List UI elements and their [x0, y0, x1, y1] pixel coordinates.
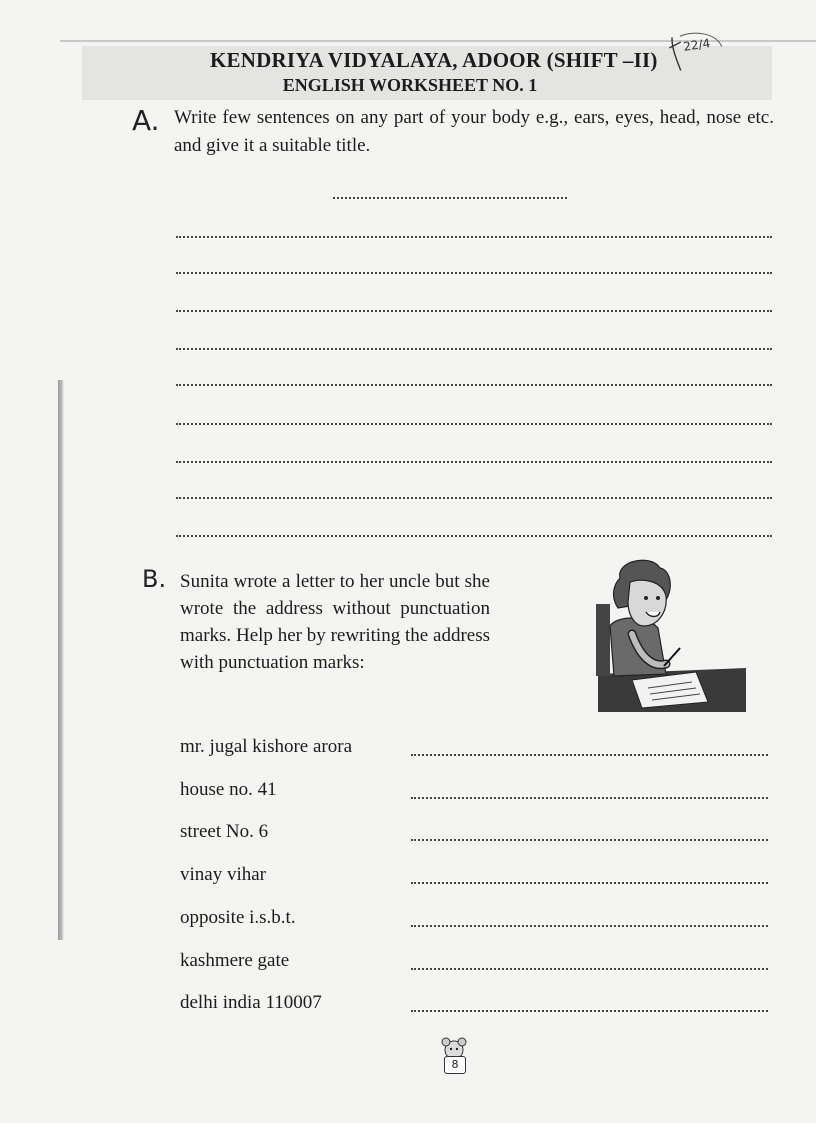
binding-shadow [58, 380, 64, 940]
initials-text: 22/4 [682, 36, 712, 54]
address-answer-line[interactable] [411, 754, 768, 756]
address-answer-line[interactable] [411, 925, 768, 927]
address-answer-line[interactable] [411, 1010, 768, 1012]
address-answer-line[interactable] [411, 882, 768, 884]
worksheet-title: ENGLISH WORKSHEET NO. 1 [282, 75, 538, 95]
section-b-instruction: Sunita wrote a letter to her uncle but she wrote the address without punctuation marks. Help her by rewriting the address with punctuation marks: [180, 571, 490, 673]
section-a-marker: A. [132, 104, 160, 137]
section-a-instruction: Write few sentences on any part of your body e.g., ears, eyes, head, nose etc. and give it a suitable title. [174, 107, 774, 156]
page-number: 8 [444, 1056, 466, 1074]
address-line-text: mr. jugal kishore arora [180, 736, 353, 757]
writing-line[interactable] [176, 272, 772, 274]
writing-line[interactable] [176, 348, 772, 350]
address-line-text: street No. 6 [180, 821, 269, 842]
title-writing-line[interactable] [333, 197, 567, 199]
worksheet-header [130, 48, 690, 96]
writing-line[interactable] [176, 497, 772, 499]
address-answer-line[interactable] [411, 797, 768, 799]
writing-line[interactable] [176, 423, 772, 425]
address-line-text: opposite i.s.b.t. [180, 907, 296, 928]
girl-writing-letter-illustration [596, 556, 746, 714]
writing-line[interactable] [176, 236, 772, 238]
address-line-text: house no. 41 [180, 779, 277, 800]
address-line-text: vinay vihar [180, 864, 267, 885]
section-b-marker: B. [142, 565, 167, 593]
address-answer-line[interactable] [411, 839, 768, 841]
writing-line[interactable] [176, 384, 772, 386]
writing-line[interactable] [176, 461, 772, 463]
address-line-text: kashmere gate [180, 950, 290, 971]
writing-line[interactable] [176, 310, 772, 312]
handwritten-initials [665, 24, 729, 76]
writing-line[interactable] [176, 535, 772, 537]
address-answer-line[interactable] [411, 968, 768, 970]
address-line-text: delhi india 110007 [180, 992, 322, 1013]
school-title: KENDRIYA VIDYALAYA, ADOOR (SHIFT –II) [210, 48, 658, 72]
